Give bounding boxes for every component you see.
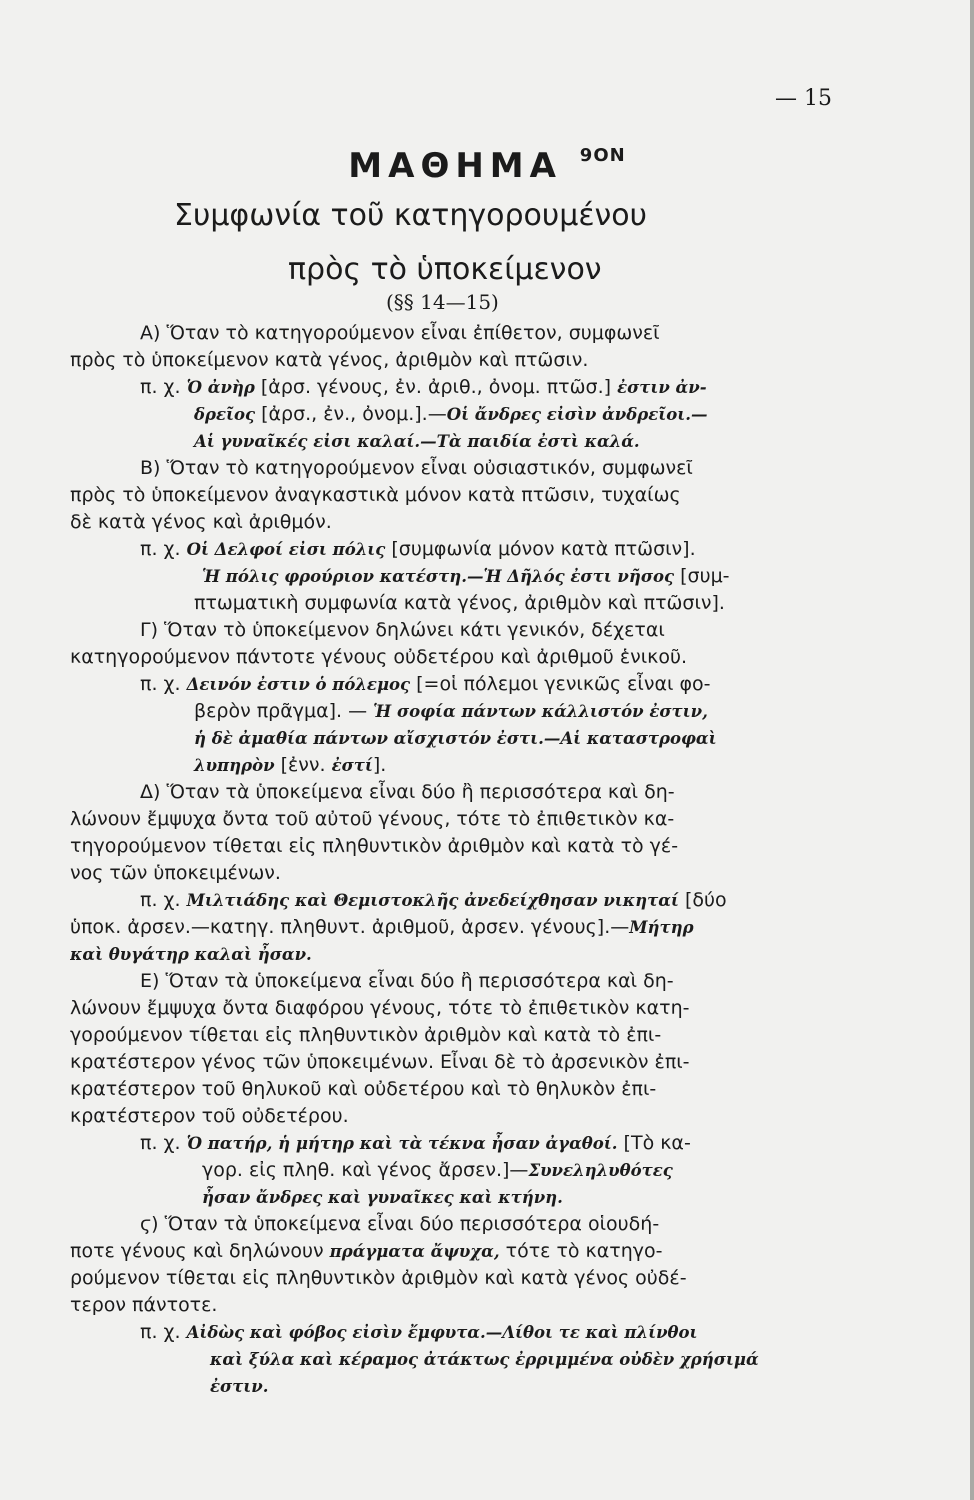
text-line [70, 1346, 846, 1373]
line-text: [ἐνν. [274, 754, 332, 776]
line-text: κρατέστερον γένος τῶν ὑποκειμένων. Εἶναι δὲ τὸ ἀρσενικὸν ἐπι- [70, 1051, 690, 1073]
line-text: τηγορούμενον τίθεται εἰς πληθυντικὸν ἀριθμὸν καὶ κατὰ τὸ γέ- [70, 835, 679, 857]
text-line [70, 536, 846, 563]
line-text: τότε τὸ κατηγο- [499, 1240, 663, 1262]
text-line [70, 1049, 846, 1076]
text-line [70, 914, 846, 941]
line-text: ]. [372, 754, 387, 776]
text-line [70, 995, 846, 1022]
lesson-title [0, 146, 974, 186]
example-text: καὶ ξύλα καὶ κέραμος ἀτάκτως ἐρριμμένα οὐδὲν χρήσιμά [210, 1350, 759, 1369]
text-line [70, 428, 846, 455]
text-line [70, 887, 846, 914]
example-text: Οἱ ἄνδρες εἰσὶν ἀνδρεῖοι.— [446, 405, 708, 424]
line-text: πτωματικὴ συμφωνία κατὰ γένος, ἀριθμὸν καὶ πτῶσιν]. [194, 592, 725, 614]
lesson-title-text: ΜΑΘΗΜΑ [348, 146, 562, 186]
example-text: ἐστί [331, 756, 373, 775]
line-text: π. χ. [140, 538, 187, 560]
lesson-number: 9ON [579, 144, 626, 166]
example-text: πράγματα ἄψυχα, [329, 1242, 500, 1261]
line-text: Δ) Ὅταν τὰ ὑποκείμενα εἶναι δύο ἢ περισσότερα καὶ δη- [140, 781, 675, 803]
text-line [70, 806, 846, 833]
text-line [70, 1103, 846, 1130]
line-text: τερον πάντοτε. [70, 1294, 218, 1316]
line-text: λώνουν ἔμψυχα ὄντα τοῦ αὐτοῦ γένους, τότε τὸ ἐπιθετικὸν κα- [70, 808, 675, 830]
subtitle-line-2: πρὸς τὸ ὑποκείμενον [288, 252, 602, 287]
line-text: πρὸς τὸ ὑποκείμενον ἀναγκαστικὰ μόνον κατὰ πτῶσιν, τυχαίως [70, 484, 681, 506]
example-text: Ὁ ἀνὴρ [186, 378, 255, 397]
line-text: δὲ κατὰ γένος καὶ ἀριθμόν. [70, 511, 332, 533]
line-text: γορ. εἰς πληθ. καὶ γένος ἄρσεν.]— [202, 1159, 529, 1181]
body-text [70, 320, 846, 1400]
text-line [70, 320, 846, 347]
text-line [70, 1076, 846, 1103]
line-text: [συμφωνία μόνον κατὰ πτῶσιν]. [385, 538, 696, 560]
line-text: γορούμενον τίθεται εἰς πληθυντικὸν ἀριθμὸν καὶ κατὰ τὸ ἐπι- [70, 1024, 662, 1046]
text-line [70, 860, 846, 887]
text-line [70, 401, 846, 428]
text-line [70, 374, 846, 401]
example-text: Μιλτιάδης καὶ Θεμιστοκλῆς ἀνεδείχθησαν νικηταί [186, 891, 679, 910]
text-line [70, 1265, 846, 1292]
text-line [70, 482, 846, 509]
example-text: ἡ δὲ ἀμαθία πάντων αἴσχιστόν ἐστι.—Αἱ καταστροφαὶ [194, 729, 717, 748]
line-text: Α) Ὅταν τὸ κατηγορούμενον εἶναι ἐπίθετον, συμφωνεῖ [140, 322, 660, 344]
text-line [70, 833, 846, 860]
line-text: κρατέστερον τοῦ θηλυκοῦ καὶ οὐδετέρου καὶ τὸ θηλυκὸν ἐπι- [70, 1078, 657, 1100]
subtitle-line-1: Συμφωνία τοῦ κατηγορουμένου [174, 198, 648, 233]
page-number: — 15 [775, 86, 832, 111]
line-text: π. χ. [140, 1132, 187, 1154]
example-text: καὶ θυγάτηρ καλαὶ ἦσαν. [70, 945, 312, 964]
example-text: ἐστιν ἀν- [617, 378, 707, 397]
text-line [70, 779, 846, 806]
text-line [70, 1238, 846, 1265]
text-line [70, 968, 846, 995]
example-text: δρεῖος [194, 405, 256, 424]
text-line [70, 455, 846, 482]
line-text: πρὸς τὸ ὑποκείμενον κατὰ γένος, ἀριθμὸν καὶ πτῶσιν. [70, 349, 589, 371]
line-text: Γ) Ὅταν τὸ ὑποκείμενον δηλώνει κάτι γενικόν, δέχεται [140, 619, 665, 641]
text-line [70, 347, 846, 374]
text-line [70, 644, 846, 671]
example-text: Συνεληλυθότες [528, 1161, 673, 1180]
line-text: ποτε γένους καὶ δηλώνουν [70, 1240, 330, 1262]
example-text: Δεινόν ἐστιν ὁ πόλεμος [186, 675, 411, 694]
text-line [70, 509, 846, 536]
example-text: λυπηρὸν [194, 756, 275, 775]
line-text: [ἀρσ., ἐν., ὀνομ.].— [255, 403, 447, 425]
example-text: Ἡ πόλις φρούριον κατέστη.—Ἡ Δῆλός ἐστι νῆσος [202, 567, 675, 586]
line-text: λώνουν ἔμψυχα ὄντα διαφόρου γένους, τότε τὸ ἐπιθετικὸν κατη- [70, 997, 690, 1019]
text-line [70, 941, 846, 968]
text-line [70, 1292, 846, 1319]
line-text: Β) Ὅταν τὸ κατηγορούμενον εἶναι οὐσιαστικόν, συμφωνεῖ [140, 457, 693, 479]
line-text: [ἀρσ. γένους, ἐν. ἀριθ., ὀνομ. πτῶσ.] [254, 376, 618, 398]
text-line [70, 1373, 846, 1400]
line-text: κρατέστερον τοῦ οὐδετέρου. [70, 1105, 349, 1127]
text-line [70, 725, 846, 752]
example-text: Ἡ σοφία πάντων κάλλιστόν ἐστιν, [373, 702, 708, 721]
text-line [70, 1157, 846, 1184]
line-text: π. χ. [140, 376, 187, 398]
line-text: π. χ. [140, 889, 187, 911]
example-text: ἦσαν ἄνδρες καὶ γυναῖκες καὶ κτήνη. [202, 1188, 563, 1207]
text-line [70, 752, 846, 779]
example-text: Αἱ γυναῖκές εἰσι καλαί.—Τὰ παιδία ἐστὶ καλά. [194, 432, 640, 451]
example-text: Αἰδὼς καὶ φόβος εἰσὶν ἔμφυτα.—Λίθοι τε καὶ πλίνθοι [186, 1323, 698, 1342]
text-line [70, 617, 846, 644]
line-text: Ε) Ὅταν τὰ ὑποκείμενα εἶναι δύο ἢ περισσότερα καὶ δη- [140, 970, 674, 992]
line-text: π. χ. [140, 1321, 187, 1343]
example-text: Οἱ Δελφοί εἰσι πόλις [186, 540, 386, 559]
line-text: [Τὸ κα- [617, 1132, 691, 1154]
text-line [70, 1211, 846, 1238]
example-text: ἐστιν. [210, 1377, 269, 1396]
text-line [70, 1022, 846, 1049]
text-line [70, 1184, 846, 1211]
example-text: Ὁ πατήρ, ἡ μήτηρ καὶ τὰ τέκνα ἦσαν ἀγαθοί. [186, 1134, 618, 1153]
line-text: ὑποκ. ἀρσεν.—κατηγ. πληθυντ. ἀριθμοῦ, ἀρσεν. γένους].— [70, 916, 630, 938]
line-text: [συμ- [674, 565, 730, 587]
text-line [70, 590, 846, 617]
text-line [70, 563, 846, 590]
line-text: βερὸν πρᾶγμα]. — [194, 700, 374, 722]
line-text: ϛ) Ὅταν τὰ ὑποκείμενα εἶναι δύο περισσότερα οἱουδή- [140, 1213, 660, 1235]
line-text: π. χ. [140, 673, 187, 695]
line-text: ρούμενον τίθεται εἰς πληθυντικὸν ἀριθμὸν καὶ κατὰ γένος οὐδέ- [70, 1267, 687, 1289]
example-text: Μήτηρ [629, 918, 694, 937]
text-line [70, 698, 846, 725]
line-text: [=οἱ πόλεμοι γενικῶς εἶναι φο- [410, 673, 711, 695]
line-text: κατηγορούμενον πάντοτε γένους οὐδετέρου καὶ ἀριθμοῦ ἑνικοῦ. [70, 646, 688, 668]
line-text: [δύο [678, 889, 727, 911]
text-line [70, 671, 846, 698]
text-line [70, 1130, 846, 1157]
text-line [70, 1319, 846, 1346]
line-text: νος τῶν ὑποκειμένων. [70, 862, 281, 884]
section-reference: (§§ 14—15) [386, 290, 499, 314]
